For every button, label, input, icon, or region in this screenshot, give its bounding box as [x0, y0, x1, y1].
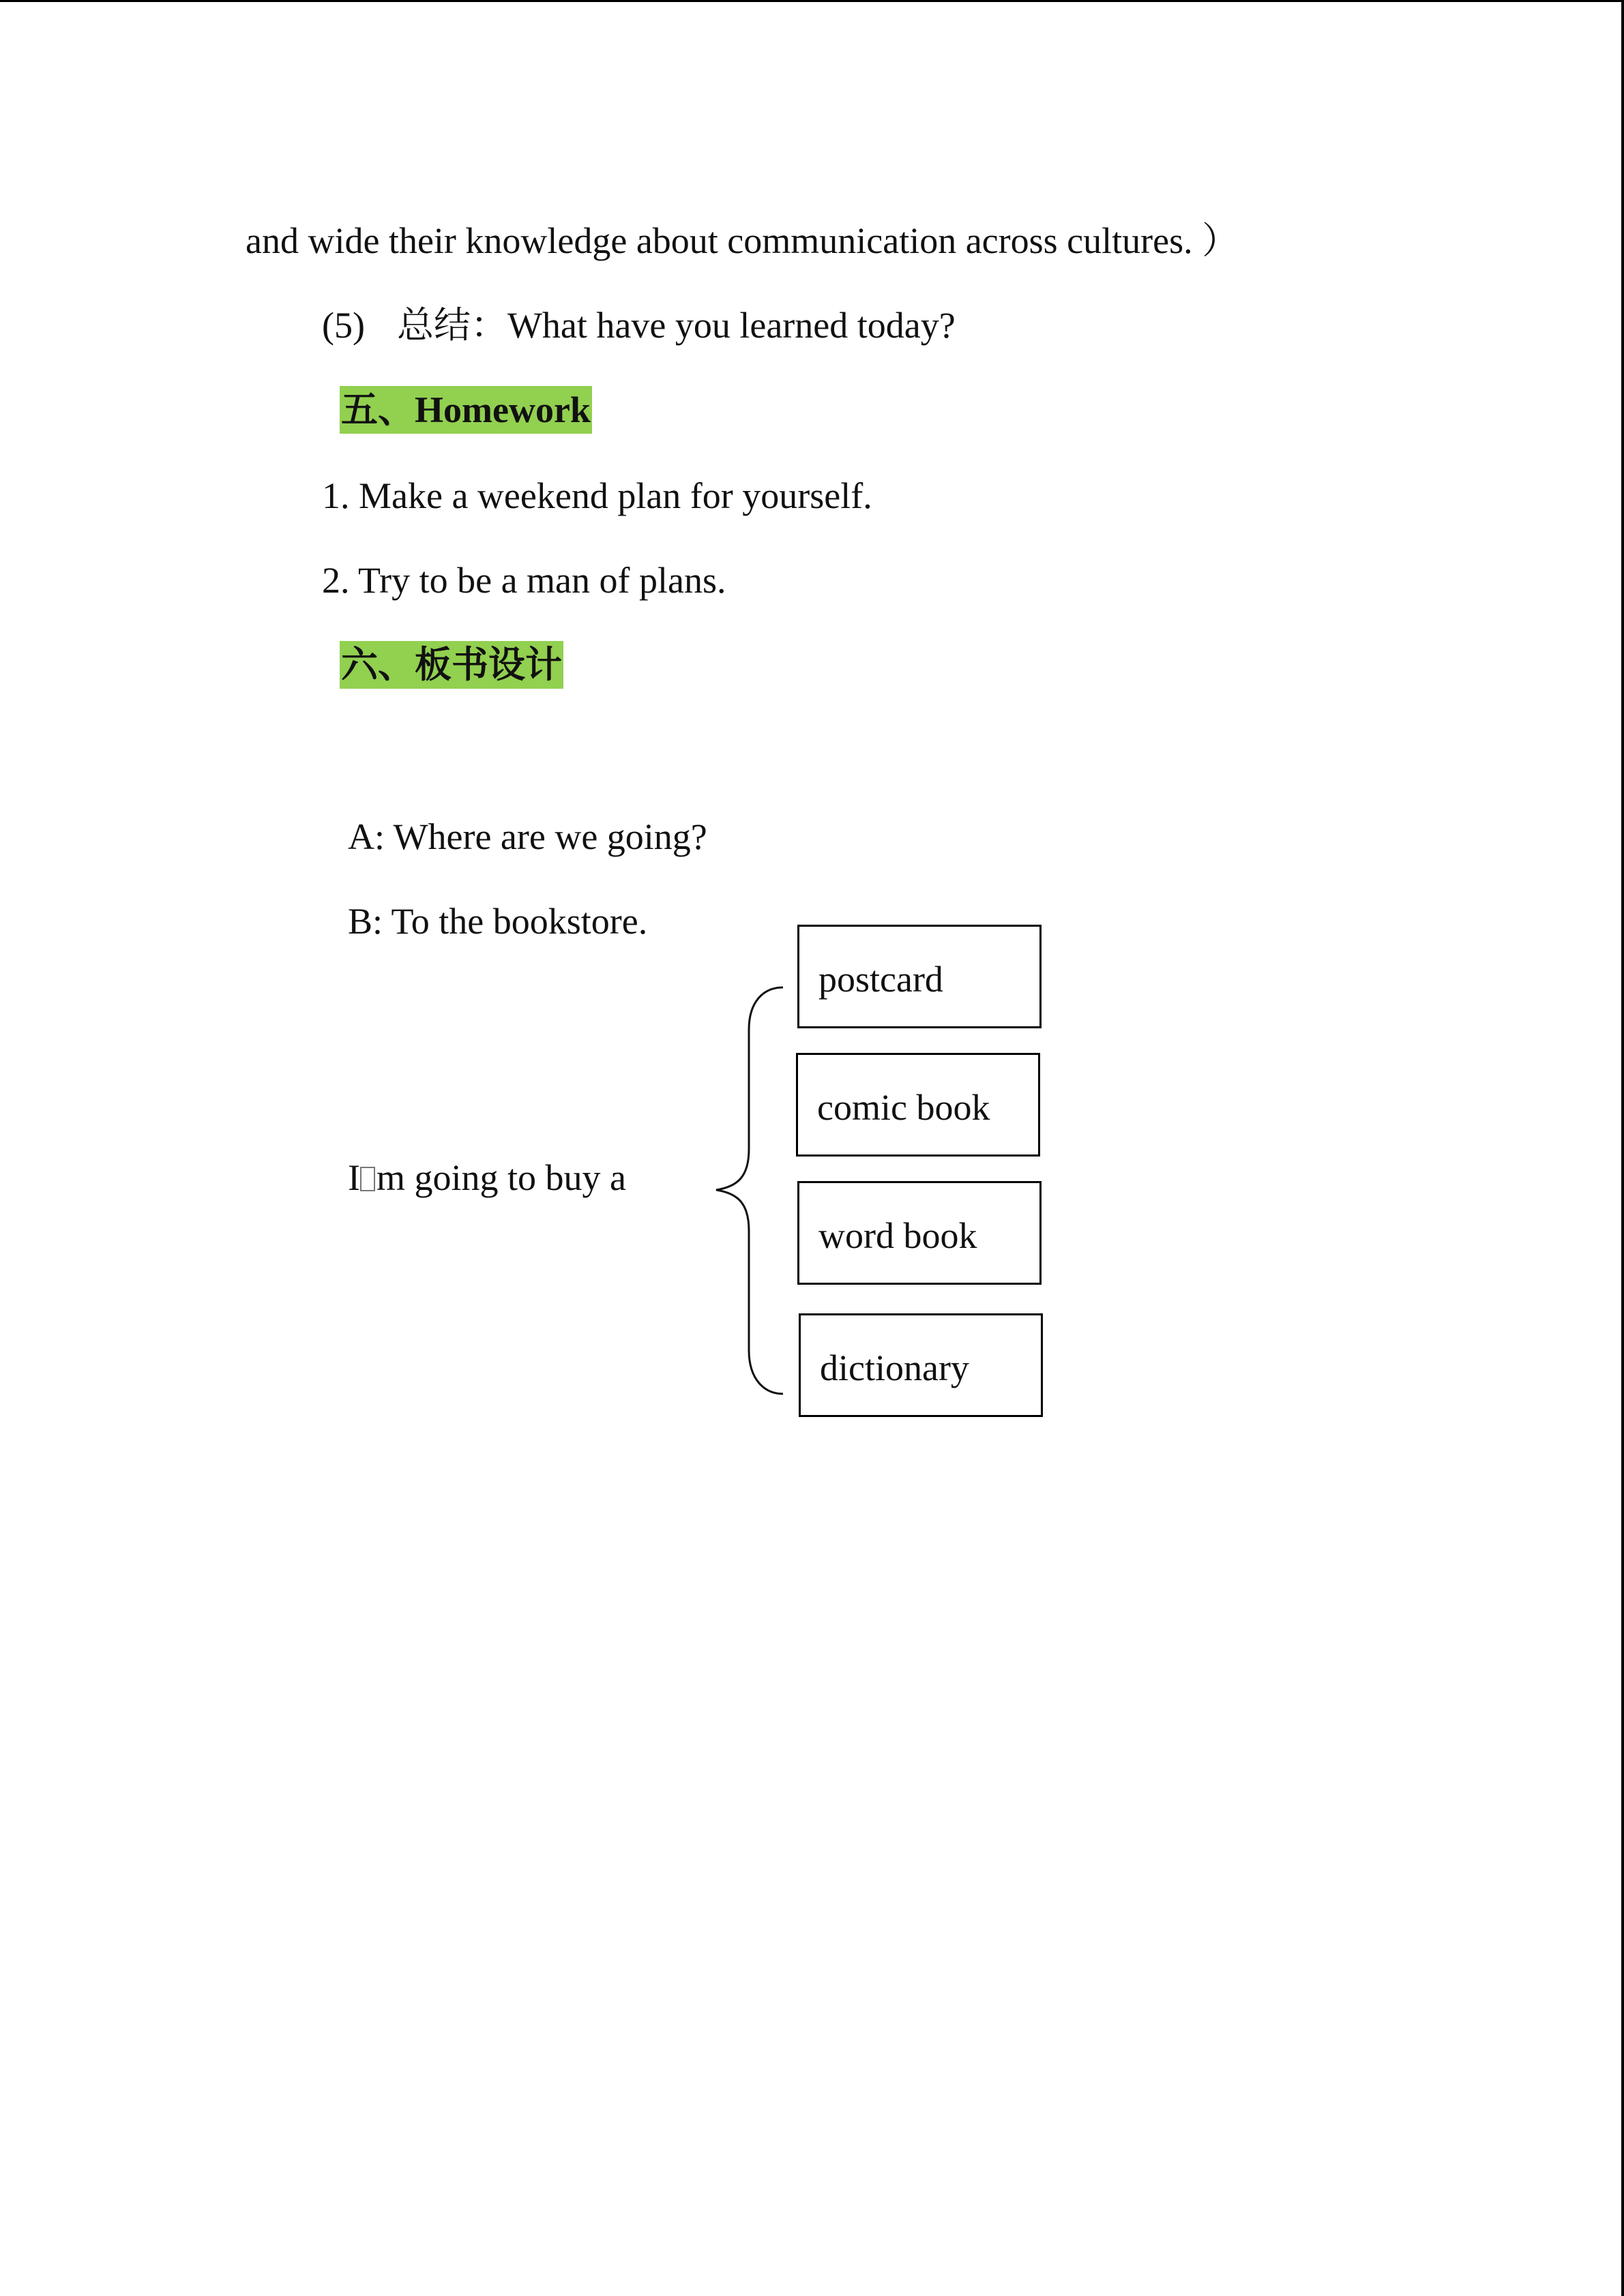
sentence-rest: m going to buy a: [376, 1157, 626, 1198]
option-label-comic-book: comic book: [817, 1087, 990, 1128]
summary-question: What have you learned today?: [507, 305, 956, 346]
board-design-heading-text: 六、板书设计: [341, 644, 562, 685]
paragraph-cultures: and wide their knowledge about communication across cultures. ）: [246, 220, 1239, 261]
sentence-prefix: I: [348, 1157, 360, 1198]
option-box-comic-book: [796, 1053, 1040, 1157]
curly-brace-icon: [709, 982, 791, 1405]
brace-path: [716, 987, 783, 1394]
homework-heading: [340, 386, 592, 434]
option-box-postcard: [797, 925, 1042, 1028]
summary-number: (5): [322, 305, 365, 346]
option-label-dictionary: dictionary: [820, 1347, 969, 1388]
homework-item-1: 1. Make a weekend plan for yourself.: [322, 475, 872, 516]
board-design-heading: [340, 641, 563, 689]
option-box-word-book: [797, 1181, 1042, 1285]
dialog-line-b: B: To the bookstore.: [348, 901, 648, 942]
homework-item-2: 2. Try to be a man of plans.: [322, 560, 726, 601]
summary-label: 总结：: [396, 305, 507, 346]
homework-heading-text: 五、Homework: [341, 389, 591, 430]
missing-glyph-icon: [360, 1167, 375, 1191]
page-top-border: [0, 0, 1624, 2]
summary-line: [322, 303, 956, 348]
dialog-line-a: A: Where are we going?: [348, 816, 707, 857]
option-box-dictionary: [799, 1313, 1043, 1417]
page-right-border: [1621, 0, 1624, 2296]
option-label-word-book: word book: [818, 1215, 977, 1256]
option-label-postcard: postcard: [818, 959, 943, 1000]
sentence-line: [348, 1155, 626, 1200]
